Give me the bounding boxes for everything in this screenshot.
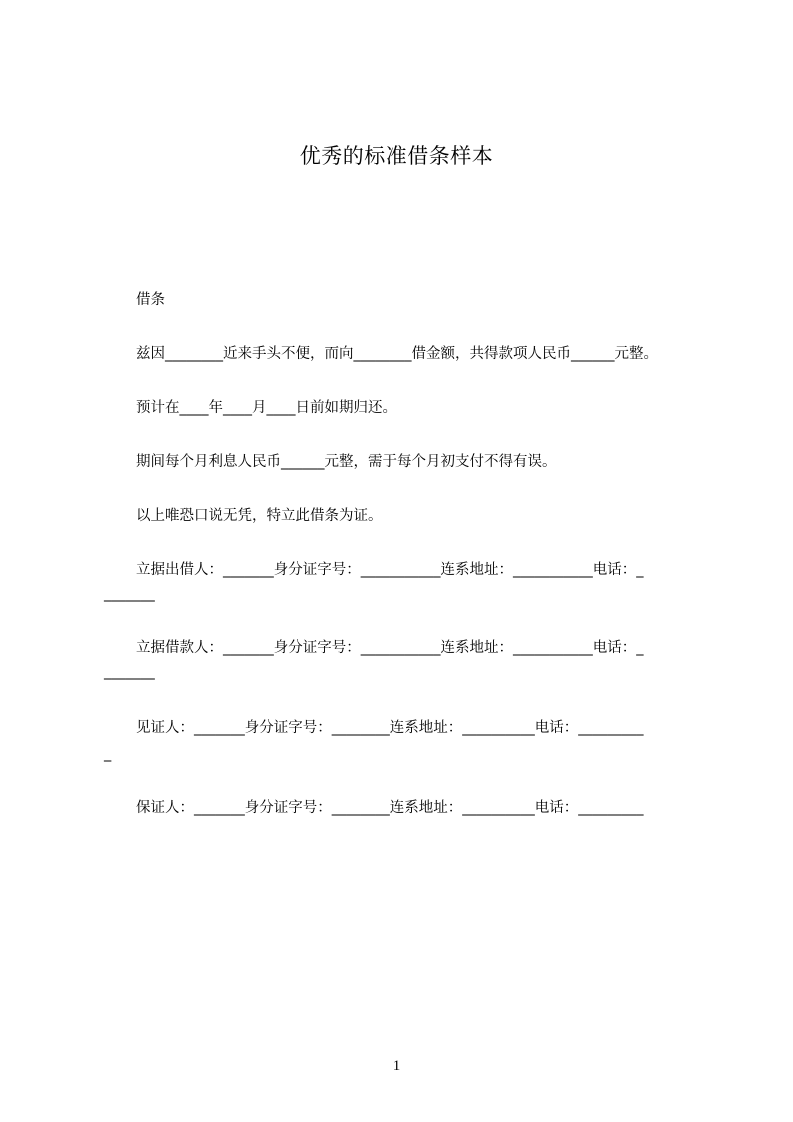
heading-jietiao: 借条 [136,292,165,308]
paragraph-reason: 兹因________近来手头不便，而向________借金额，共得款项人民币______元整。 [136,346,658,362]
paragraph-repayment-date: 预计在____年____月____日前如期归还。 [136,400,397,416]
borrower-info-line-continuation: _______ [104,664,155,680]
witness-info-line: 见证人：_______身分证字号：________连系地址：__________电话：_________ [136,720,644,736]
page-number: 1 [392,1058,401,1074]
guarantor-info-line: 保证人：_______身分证字号：________连系地址：__________电话：_________ [136,800,644,816]
document-title: 优秀的标准借条样本 [299,144,494,168]
paragraph-interest: 期间每个月利息人民币______元整，需于每个月初支付不得有误。 [136,454,557,470]
paragraph-proof: 以上唯恐口说无凭，特立此借条为证。 [136,508,383,524]
borrower-info-line: 立据借款人：_______身分证字号：___________连系地址：___________电话：_ [136,640,644,656]
lender-info-line: 立据出借人：_______身分证字号：___________连系地址：___________电话：_ [136,562,644,578]
witness-info-line-continuation: _ [104,746,112,762]
lender-info-line-continuation: _______ [104,586,155,602]
